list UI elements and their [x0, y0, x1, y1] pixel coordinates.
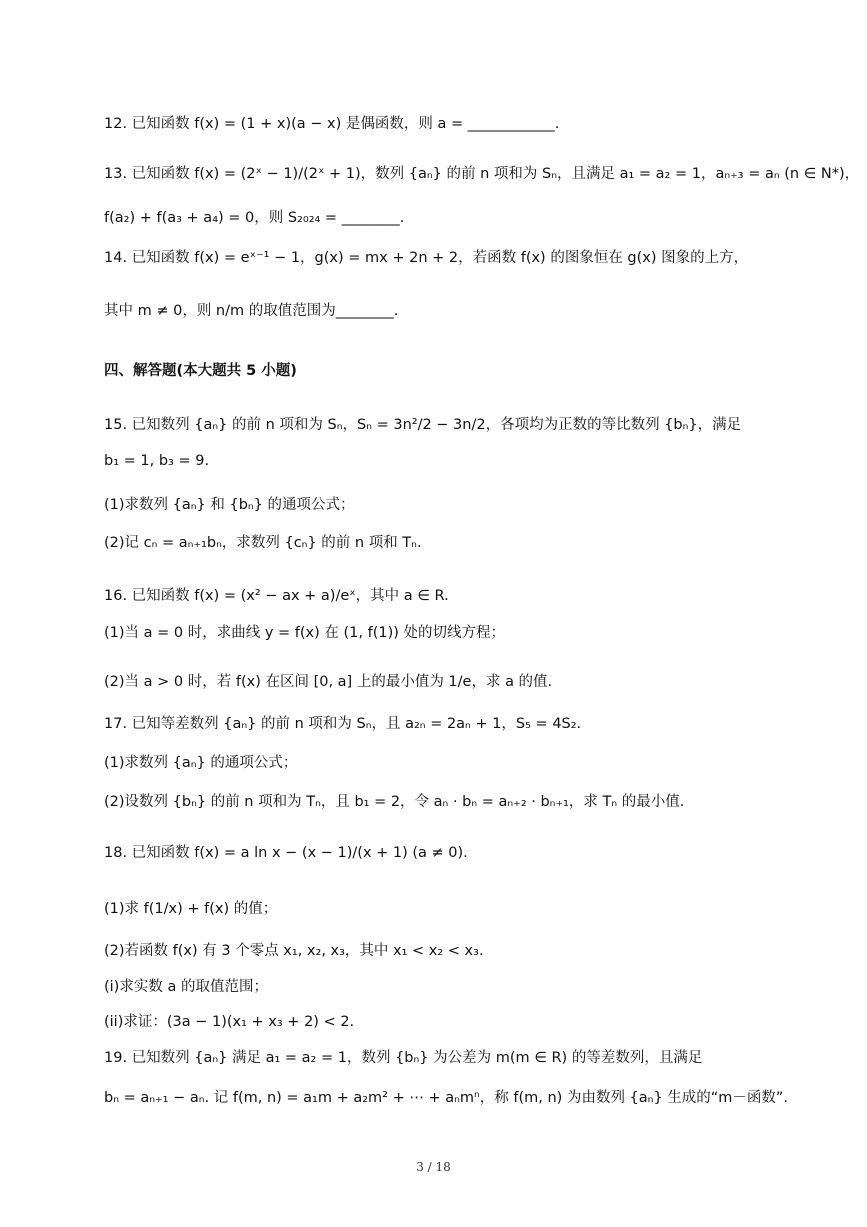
problem-19-cont: bₙ = aₙ₊₁ − aₙ. 记 f(m, n) = a₁m + a₂m² + ⋯ + aₙmⁿ，称 f(m, n) 为由数列 {aₙ} 生成的“m－函数”. [104, 1090, 789, 1106]
problem-15-part-2: (2)记 cₙ = aₙ₊₁bₙ，求数列 {cₙ} 的前 n 项和 Tₙ. [104, 535, 422, 551]
problem-19: 19. 已知数列 {aₙ} 满足 a₁ = a₂ = 1，数列 {bₙ} 为公差为 m(m ∈ R) 的等差数列，且满足 [104, 1050, 703, 1066]
problem-14-cont: 其中 m ≠ 0，则 n/m 的取值范围为________. [104, 303, 399, 319]
problem-17-part-1: (1)求数列 {aₙ} 的通项公式； [104, 755, 298, 771]
problem-15-cont: b₁ = 1, b₃ = 9. [104, 453, 210, 469]
page-number: 3 / 18 [416, 1160, 451, 1174]
problem-18-part-2-i: (i)求实数 a 的取值范围； [104, 979, 268, 995]
problem-16: 16. 已知函数 f(x) = (x² − ax + a)/eˣ，其中 a ∈ R. [104, 588, 449, 604]
problem-18-part-2-ii: (ii)求证：(3a − 1)(x₁ + x₃ + 2) < 2. [104, 1014, 355, 1030]
problem-16-part-2: (2)当 a > 0 时，若 f(x) 在区间 [0, a] 上的最小值为 1/e，求 a 的值. [104, 674, 553, 690]
problem-14: 14. 已知函数 f(x) = eˣ⁻¹ − 1，g(x) = mx + 2n + 2，若函数 f(x) 的图象恒在 g(x) 图象的上方， [104, 250, 749, 266]
problem-12: 12. 已知函数 f(x) = (1 + x)(a − x) 是偶函数，则 a = ____________. [104, 116, 560, 132]
problem-17-part-2: (2)设数列 {bₙ} 的前 n 项和为 Tₙ，且 b₁ = 2，令 aₙ · bₙ = aₙ₊₂ · bₙ₊₁，求 Tₙ 的最小值. [104, 794, 685, 810]
section-heading: 四、解答题(本大题共 5 小题) [104, 363, 297, 379]
problem-18-part-2: (2)若函数 f(x) 有 3 个零点 x₁, x₂, x₃，其中 x₁ < x₂ < x₃. [104, 943, 484, 959]
problem-15: 15. 已知数列 {aₙ} 的前 n 项和为 Sₙ，Sₙ = 3n²/2 − 3n/2，各项均为正数的等比数列 {bₙ}，满足 [104, 417, 742, 433]
problem-17: 17. 已知等差数列 {aₙ} 的前 n 项和为 Sₙ，且 a₂ₙ = 2aₙ + 1，S₅ = 4S₂. [104, 716, 582, 732]
problem-15-part-1: (1)求数列 {aₙ} 和 {bₙ} 的通项公式； [104, 497, 355, 513]
problem-16-part-1: (1)当 a = 0 时，求曲线 y = f(x) 在 (1, f(1)) 处的切线方程； [104, 625, 506, 641]
problem-18: 18. 已知函数 f(x) = a ln x − (x − 1)/(x + 1) (a ≠ 0). [104, 845, 468, 861]
problem-13-cont: f(a₂) + f(a₃ + a₄) = 0，则 S₂₀₂₄ = ________. [104, 210, 405, 226]
problem-18-part-1: (1)求 f(1/x) + f(x) 的值； [104, 901, 278, 917]
problem-13: 13. 已知函数 f(x) = (2ˣ − 1)/(2ˣ + 1)，数列 {aₙ} 的前 n 项和为 Sₙ，且满足 a₁ = a₂ = 1，aₙ₊₃ = aₙ (n ∈ N*)， [104, 166, 860, 182]
